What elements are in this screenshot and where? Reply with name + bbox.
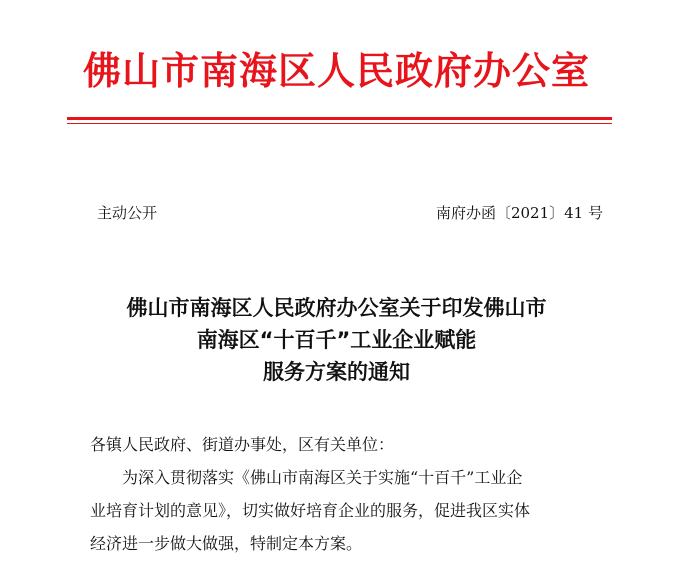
salutation: 各镇人民政府、街道办事处，区有关单位：	[90, 435, 395, 454]
title-line: 南海区“十百千”工业企业赋能	[196, 328, 477, 352]
document-body	[90, 428, 600, 560]
paragraph-line: 为深入贯彻落实《佛山市南海区关于实施“十百千”工业企	[122, 468, 523, 487]
masthead-red-rule	[67, 117, 612, 120]
paragraph-line: 业培育计划的意见》，切实做好培育企业的服务，促进我区实体	[90, 501, 531, 520]
masthead-red-rule-thin	[67, 123, 612, 124]
document-title	[0, 292, 673, 388]
disclosure-label: 主动公开	[97, 204, 158, 222]
document-number: 南府办函〔2021〕41 号	[435, 204, 603, 222]
agency-masthead: 佛山市南海区人民政府办公室	[82, 49, 590, 93]
title-line: 佛山市南海区人民政府办公室关于印发佛山市	[126, 296, 547, 320]
title-line: 服务方案的通知	[263, 360, 410, 384]
paragraph-line: 经济进一步做大做强，特制定本方案。	[90, 534, 363, 553]
